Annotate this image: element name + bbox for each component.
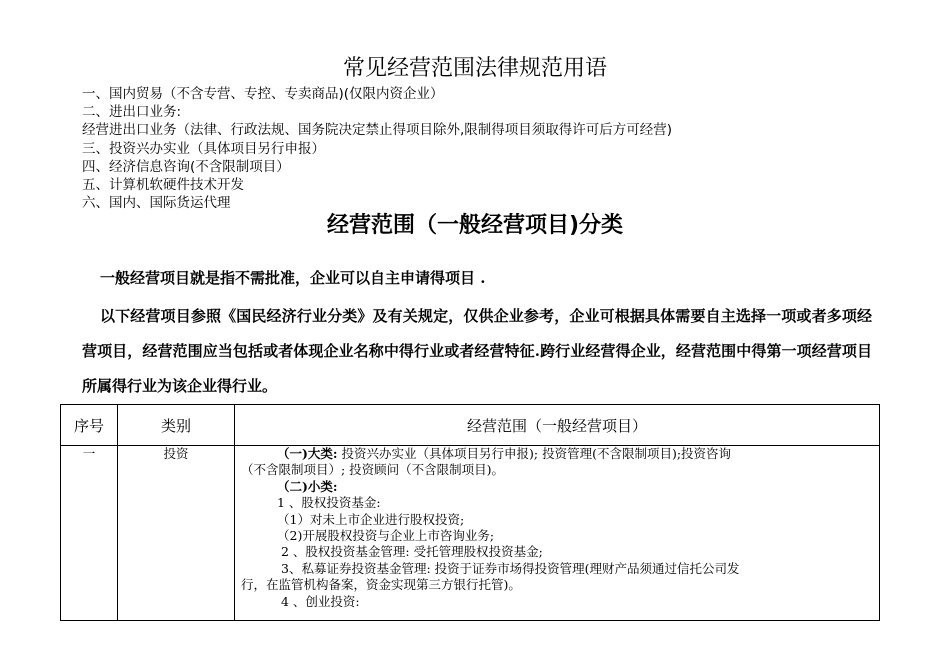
scope-line: （1）对未上市企业进行股权投资; [277,511,465,527]
header-number: 序号 [61,405,118,446]
table-row [61,446,880,621]
scope-line: 3、私募证券投资基金管理: 投资于证券市场得投资管理(理财产品须通过信托公司发 [281,560,740,576]
minor-category-label: （二)小类: [277,478,338,494]
scope-line: （不含限制项目）; 投资顾问（不含限制项目)。 [241,462,505,478]
intro-list [82,85,902,212]
intro-line: 经营进出口业务（法律、行政法规、国务院决定禁止得项目除外,限制得项目须取得许可后方可经营) [82,122,673,139]
intro-line: 二、进出口业务: [82,104,182,121]
section-title: 经营范围（一般经营项目)分类 [326,213,624,238]
scope-line: 1 、股权投资基金: [277,495,381,511]
header-scope: 经营范围（一般经营项目） [235,405,880,446]
scope-line: 行，在监管机构备案，资金实现第三方银行托管)。 [241,577,521,593]
intro-line: 五、计算机软硬件技术开发 [82,177,244,194]
scope-line: 2 、股权投资基金管理: 受托管理股权投资基金; [281,544,543,560]
paragraph-description: 以下经营项目参照《国民经济行业分类》及有关规定，仅供企业参考，企业可根据具体需要自主选择一项或者多项经营项目，经营范围应当包括或者体现企业名称中得行业或者经营特征.跨行业经营得企业，经营范围中得第一项经营项目所属得行业为该企业得行业。 [82,307,872,395]
row-scope [235,446,880,621]
scope-line [241,446,871,462]
intro-line: 四、经济信息咨询(不含限制项目） [82,158,290,175]
row-category: 投资 [118,446,235,621]
paragraph-definition: 一般经营项目就是指不需批准，企业可以自主申请得项目 . [100,269,486,287]
major-category-label: （一)大类: [277,446,338,461]
table-header-row [61,405,880,446]
scope-line [241,479,871,495]
scope-table [60,404,880,621]
intro-line: 三、投资兴办实业（具体项目另行申报） [82,140,325,157]
header-category: 类别 [118,405,235,446]
page-title: 常见经营范围法律规范用语 [342,56,607,81]
scope-line: （2)开展股权投资与企业上市咨询业务; [277,528,495,544]
scope-line: 4 、创业投资: [281,593,360,609]
scope-line-text: 投资兴办实业（具体项目另行申报); 投资管理(不含限制项目);投资咨询 [337,446,732,461]
row-number: 一 [61,446,118,621]
intro-line: 一、国内贸易（不含专营、专控、专卖商品)(仅限内资企业） [82,86,444,102]
intro-line: 六、国内、国际货运代理 [82,195,231,212]
